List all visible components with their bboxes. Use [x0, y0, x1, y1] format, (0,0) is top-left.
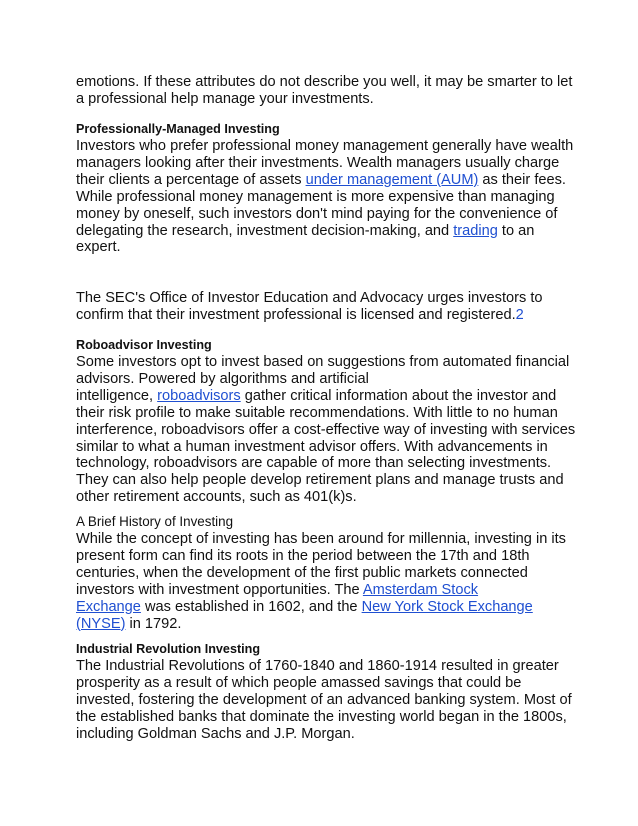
intro-paragraph	[76, 74, 573, 108]
sec-line-2	[76, 307, 568, 324]
managed-line-5: money by oneself, such investors don't mind paying for the convenience of	[76, 205, 558, 222]
industrial-paragraph	[76, 658, 572, 743]
managed-line-3-text: their clients a percentage of assets	[76, 171, 306, 188]
managed-line-6-text: delegating the research, investment decision-making, and	[76, 222, 454, 239]
robo-line-4: their risk profile to make suitable recommendations. With little to no human	[76, 404, 558, 421]
link-trading[interactable]: trading	[453, 222, 498, 239]
intro-line-2: a professional help manage your investments.	[76, 90, 374, 107]
link-amsterdam-stock-exchange-cont[interactable]: Exchange	[76, 598, 141, 615]
heading-industrial-revolution: Industrial Revolution Investing	[76, 642, 261, 656]
sec-line-1: The SEC's Office of Investor Education and Advocacy urges investors to	[76, 290, 543, 306]
history-line-2: present form can find its roots in the period between the 17th and 18th	[76, 547, 530, 564]
history-line-5	[76, 599, 568, 616]
heading-brief-history: A Brief History of Investing	[76, 514, 234, 529]
sec-line-2-text: confirm that their investment professional is licensed and registered.	[76, 306, 516, 323]
history-line-6	[76, 616, 568, 633]
link-new-york-stock-exchange[interactable]: New York Stock Exchange	[361, 598, 533, 615]
managed-paragraph	[76, 138, 574, 256]
sec-paragraph	[76, 290, 568, 324]
history-line-1: While the concept of investing has been around for millennia, investing in its	[76, 531, 566, 547]
industrial-line-4: the established banks that dominate the investing world began in the 1800s,	[76, 708, 567, 725]
robo-line-9: other retirement accounts, such as 401(k)s.	[76, 489, 357, 506]
robo-line-3-tail: gather critical information about the investor and	[240, 387, 557, 404]
history-line-4	[76, 582, 568, 599]
robo-paragraph	[76, 354, 576, 506]
heading-roboadvisor: Roboadvisor Investing	[76, 338, 212, 352]
robo-line-5: interference, roboadvisors offer a cost-effective way of investing with services	[76, 421, 576, 438]
history-line-4-text: investors with investment opportunities. The	[76, 581, 363, 598]
history-paragraph	[76, 531, 568, 632]
robo-line-7: technology, roboadvisors are capable of more than selecting investments.	[76, 455, 552, 472]
managed-line-6	[76, 223, 568, 240]
history-line-5-text: was established in 1602, and the	[140, 598, 362, 615]
robo-line-3-text: intelligence,	[76, 387, 158, 404]
link-amsterdam-stock-exchange[interactable]: Amsterdam Stock	[362, 581, 479, 598]
robo-line-3	[76, 388, 568, 405]
link-nyse[interactable]: (NYSE)	[76, 615, 126, 632]
industrial-line-5: including Goldman Sachs and J.P. Morgan.	[76, 725, 355, 742]
robo-line-8: They can also help people develop retirement plans and manage trusts and	[76, 472, 564, 489]
robo-line-1: Some investors opt to invest based on suggestions from automated financial	[76, 354, 570, 370]
footnote-2[interactable]: 2	[515, 306, 524, 323]
industrial-line-3: invested, fostering the development of an advanced banking system. Most of	[76, 691, 572, 708]
heading-professionally-managed: Professionally-Managed Investing	[76, 122, 280, 136]
link-roboadvisors[interactable]: roboadvisors	[157, 387, 241, 404]
managed-line-7: expert.	[76, 239, 121, 256]
history-line-6-text: in 1792.	[125, 615, 182, 632]
robo-line-2: advisors. Powered by algorithms and artificial	[76, 370, 369, 387]
managed-line-6-tail: to an	[497, 222, 535, 239]
robo-line-6: similar to what a human investment advisor offers. With advancements in	[76, 438, 548, 455]
managed-line-2: managers looking after their investments. Wealth managers usually charge	[76, 154, 560, 171]
managed-line-1: Investors who prefer professional money management generally have wealth	[76, 138, 574, 154]
industrial-line-1: The Industrial Revolutions of 1760-1840 and 1860-1914 resulted in greater	[76, 658, 559, 674]
history-line-3: centuries, when the development of the first public markets connected	[76, 564, 528, 581]
managed-line-3	[76, 172, 568, 189]
intro-line-1: emotions. If these attributes do not describe you well, it may be smarter to let	[76, 74, 573, 90]
managed-line-3-tail: as their fees.	[478, 171, 566, 188]
industrial-line-2: prosperity as a result of which people amassed savings that could be	[76, 674, 522, 691]
managed-line-4: While professional money management is more expensive than managing	[76, 188, 555, 205]
link-under-management-aum[interactable]: under management (AUM)	[305, 171, 479, 188]
